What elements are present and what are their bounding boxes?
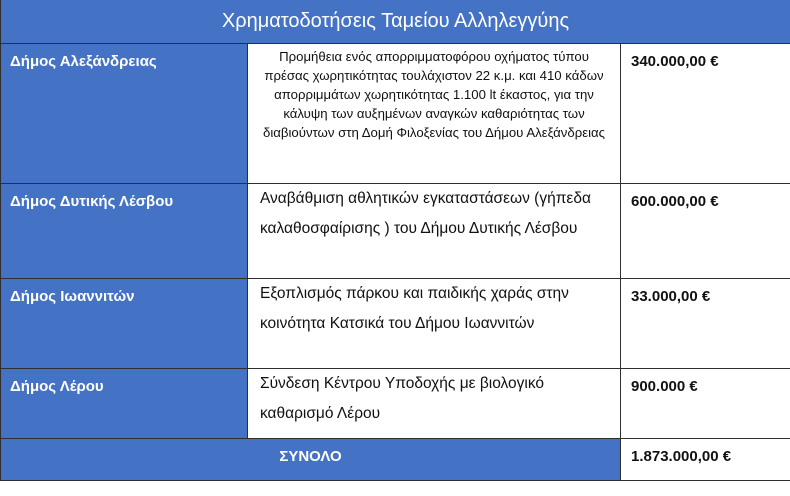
amount-cell: 900.000 € <box>621 368 790 438</box>
table-row <box>1 368 790 438</box>
amount-cell: 600.000,00 € <box>621 183 790 278</box>
municipality-cell: Δήμος Λέρου <box>1 368 248 438</box>
total-row <box>1 438 790 480</box>
description-cell: Σύνδεση Κέντρου Υποδοχής με βιολογικό καθαρισμό Λέρου <box>248 368 621 438</box>
amount-cell: 33.000,00 € <box>621 278 790 368</box>
table-title: Χρηματοδοτήσεις Ταμείου Αλληλεγγύης <box>1 0 790 43</box>
description-cell: Προμήθεια ενός απορριμματοφόρου οχήματος τύπου πρέσας χωρητικότητας τουλάχιστον 22 κ.μ. και 410 κάδων απορριμμάτων χωρητικότητας 1.100 lt έκαστος, για την κάλυψη των αυξημένων αναγκών καθαριότητας των διαβιούντων στη Δομή Φιλοξενίας του Δήμου Αλεξάνδρειας <box>248 43 621 183</box>
table-row <box>1 183 790 278</box>
municipality-cell: Δήμος Ιωαννιτών <box>1 278 248 368</box>
total-amount: 1.873.000,00 € <box>621 438 790 480</box>
table-row <box>1 278 790 368</box>
description-cell: Εξοπλισμός πάρκου και παιδικής χαράς στην κοινότητα Κατσικά του Δήμου Ιωαννιτών <box>248 278 621 368</box>
table-row <box>1 43 790 183</box>
title-row <box>1 0 790 43</box>
total-label: ΣΥΝΟΛΟ <box>1 438 621 480</box>
amount-cell: 340.000,00 € <box>621 43 790 183</box>
municipality-cell: Δήμος Αλεξάνδρειας <box>1 43 248 183</box>
description-cell: Αναβάθμιση αθλητικών εγκαταστάσεων (γήπεδα καλαθοσφαίρισης ) του Δήμου Δυτικής Λέσβου <box>248 183 621 278</box>
municipality-cell: Δήμος Δυτικής Λέσβου <box>1 183 248 278</box>
